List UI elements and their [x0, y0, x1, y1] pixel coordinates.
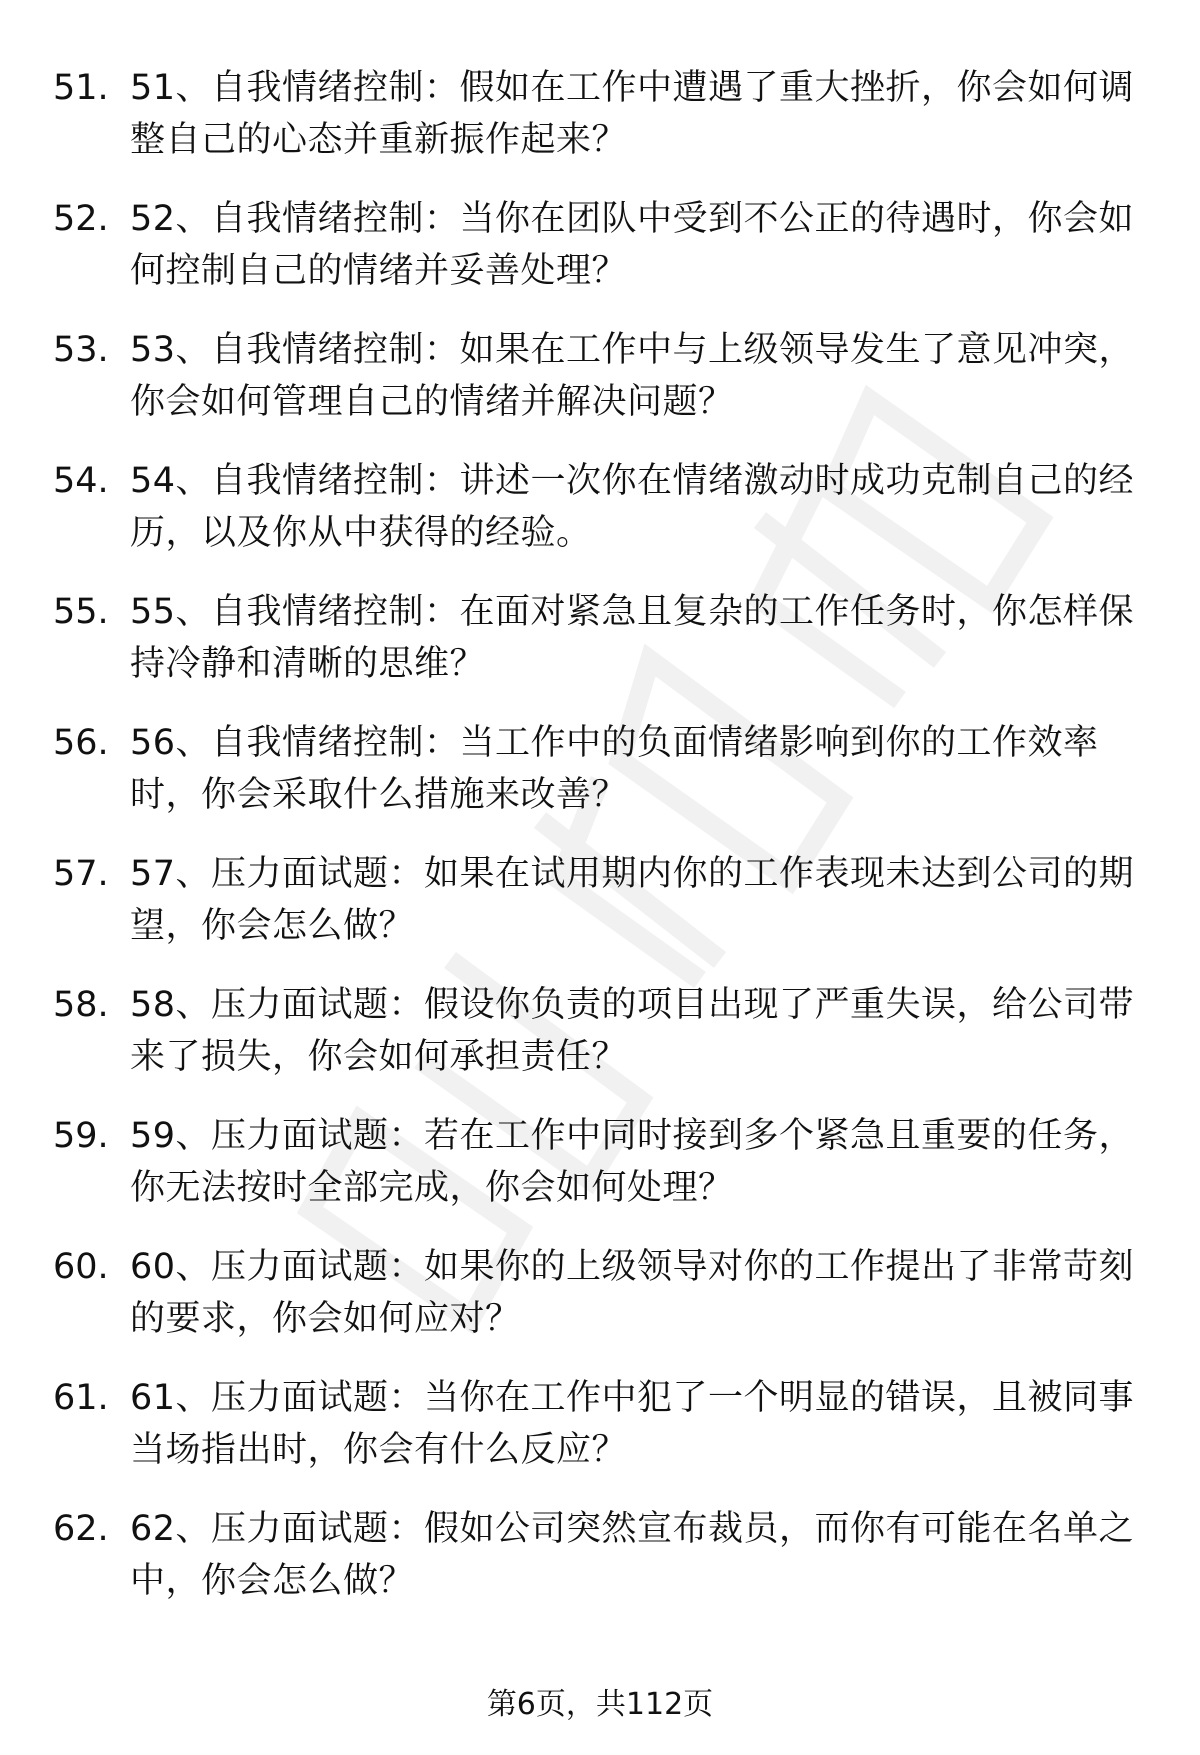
question-text: 51、自我情绪控制：假如在工作中遭遇了重大挫折，你会如何调整自己的心态并重新振作起来？ [130, 68, 1135, 160]
list-number: 56. [53, 723, 109, 763]
list-item [0, 1503, 1200, 1634]
list-number: 61. [53, 1378, 109, 1418]
page-footer: 第6页，共112页 [486, 1687, 714, 1722]
list-item [0, 324, 1200, 455]
list-number: 57. [53, 854, 109, 894]
list-item [0, 455, 1200, 586]
question-list [0, 62, 1200, 1634]
question-text: 61、压力面试题：当你在工作中犯了一个明显的错误，且被同事当场指出时，你会有什么反应？ [130, 1378, 1135, 1470]
list-item [0, 586, 1200, 717]
list-item [0, 979, 1200, 1110]
question-text: 55、自我情绪控制：在面对紧急且复杂的工作任务时，你怎样保持冷静和清晰的思维？ [130, 592, 1135, 684]
question-text: 56、自我情绪控制：当工作中的负面情绪影响到你的工作效率时，你会采取什么措施来改善？ [130, 723, 1099, 815]
question-text: 54、自我情绪控制：讲述一次你在情绪激动时成功克制自己的经历，以及你从中获得的经验。 [130, 461, 1135, 553]
list-number: 60. [53, 1247, 109, 1287]
list-item [0, 1110, 1200, 1241]
list-item [0, 848, 1200, 979]
list-number: 55. [53, 592, 109, 632]
question-text: 58、压力面试题：假设你负责的项目出现了严重失误，给公司带来了损失，你会如何承担责任？ [130, 985, 1135, 1077]
list-number: 52. [53, 199, 109, 239]
list-item [0, 193, 1200, 324]
list-number: 51. [53, 68, 109, 108]
question-text: 59、压力面试题：若在工作中同时接到多个紧急且重要的任务，你无法按时全部完成，你会如何处理？ [130, 1116, 1135, 1208]
list-item [0, 1372, 1200, 1503]
question-text: 62、压力面试题：假如公司突然宣布裁员，而你有可能在名单之中，你会怎么做？ [130, 1509, 1135, 1601]
list-number: 53. [53, 330, 109, 370]
list-item [0, 717, 1200, 848]
list-number: 62. [53, 1509, 109, 1549]
question-text: 52、自我情绪控制：当你在团队中受到不公正的待遇时，你会如何控制自己的情绪并妥善处理？ [130, 199, 1135, 291]
list-item [0, 62, 1200, 193]
list-number: 54. [53, 461, 109, 501]
list-number: 59. [53, 1116, 109, 1156]
question-text: 60、压力面试题：如果你的上级领导对你的工作提出了非常苛刻的要求，你会如何应对？ [130, 1247, 1135, 1339]
question-text: 57、压力面试题：如果在试用期内你的工作表现未达到公司的期望，你会怎么做？ [130, 854, 1135, 946]
question-text: 53、自我情绪控制：如果在工作中与上级领导发生了意见冲突，你会如何管理自己的情绪并解决问题？ [130, 330, 1135, 422]
list-number: 58. [53, 985, 109, 1025]
list-item [0, 1241, 1200, 1372]
